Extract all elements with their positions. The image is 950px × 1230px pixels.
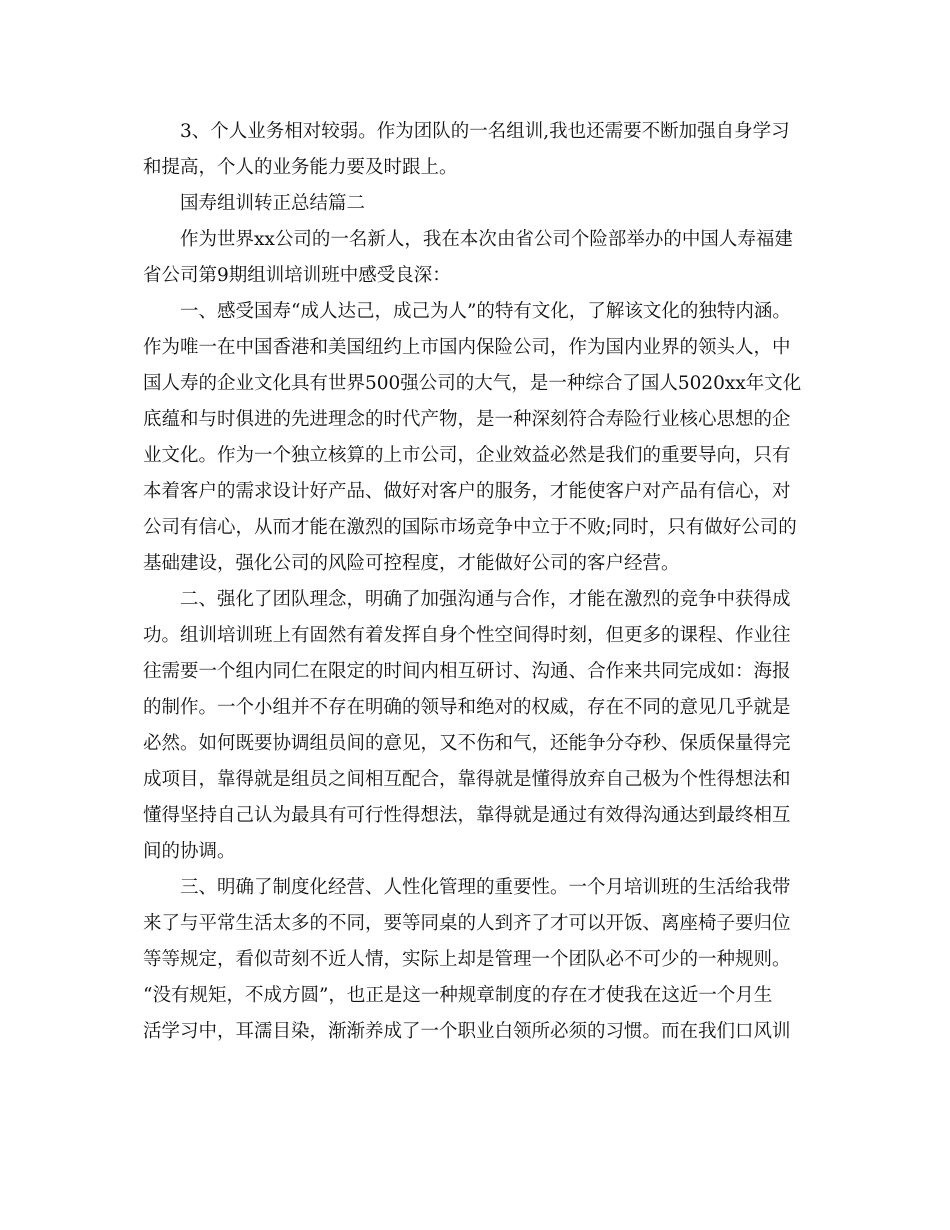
text-line: 作为唯一在中国香港和美国纽约上市国内保险公司，作为国内业界的领头人，中: [143, 337, 791, 358]
text-line: 往需要一个组内同仁在限定的时间内相互研讨、沟通、合作来共同完成如：海报: [143, 661, 791, 682]
text-line: 公司有信心，从而才能在激烈的国际市场竞争中立于不败;同时，只有做好公司的: [143, 517, 797, 538]
paragraph-teamwork: [143, 582, 807, 870]
text-line: 本着客户的需求设计好产品、做好对客户的服务，才能使客户对产品有信心，对: [143, 481, 791, 502]
text-line: 三、明确了制度化经营、人性化管理的重要性。一个月培训班的生活给我带: [180, 877, 791, 898]
text-line: 必然。如何既要协调组员间的意见，又不伤和气，还能争分夺秒、保质保量得完: [143, 733, 791, 754]
text-line: 一、感受国寿“成人达己，成己为人”的特有文化，了解该文化的独特内涵。: [180, 301, 791, 322]
paragraph-intro: [143, 222, 807, 294]
paragraph-personal-business: [143, 114, 807, 186]
text-line: 的制作。一个小组并不存在明确的领导和绝对的权威，存在不同的意见几乎就是: [143, 697, 791, 718]
text-line: 3、个人业务相对较弱。作为团队的一名组训,我也还需要不断加强自身学习: [180, 121, 790, 142]
heading-text: 国寿组训转正总结篇二: [180, 193, 366, 214]
text-line: “没有规矩，不成方圆”，也正是这一种规章制度的存在才使我在这近一个月生: [143, 985, 773, 1006]
text-line: 底蕴和与时俱进的先进理念的时代产物，是一种深刻符合寿险行业核心思想的企: [143, 409, 791, 430]
text-line: 二、强化了团队理念，明确了加强沟通与合作，才能在激烈的竞争中获得成: [180, 589, 791, 610]
text-line: 懂得坚持自己认为最具有可行性得想法，靠得就是通过有效得沟通达到最终相互: [143, 805, 791, 826]
text-line: 成项目，靠得就是组员之间相互配合，靠得就是懂得放弃自己极为个性得想法和: [143, 769, 791, 790]
text-line: 来了与平常生活太多的不同，要等同桌的人到齐了才可以开饭、离座椅子要归位: [143, 913, 791, 934]
text-line: 等等规定，看似苛刻不近人情，实际上却是管理一个团队必不可少的一种规则。: [143, 949, 791, 970]
section-heading: [143, 186, 807, 222]
text-line: 业文化。作为一个独立核算的上市公司，企业效益必然是我们的重要导向，只有: [143, 445, 791, 466]
text-line: 作为世界xx公司的一名新人，我在本次由省公司个险部举办的中国人寿福建: [180, 229, 793, 250]
text-line: 和提高，个人的业务能力要及时跟上。: [143, 157, 458, 178]
paragraph-management: [143, 870, 807, 1050]
document-body: [143, 114, 807, 1050]
text-line: 功。组训培训班上有固然有着发挥自身个性空间得时刻，但更多的课程、作业往: [143, 625, 791, 646]
text-line: 间的协调。: [143, 841, 236, 862]
text-line: 国人寿的企业文化具有世界500强公司的大气，是一种综合了国人5020xx年文化: [143, 373, 802, 394]
text-line: 基础建设，强化公司的风险可控程度，才能做好公司的客户经营。: [143, 553, 680, 574]
text-line: 省公司第9期组训培训班中感受良深：: [143, 265, 451, 286]
text-line: 活学习中，耳濡目染，渐渐养成了一个职业白领所必须的习惯。而在我们口风训: [143, 1021, 791, 1042]
paragraph-culture: [143, 294, 807, 582]
